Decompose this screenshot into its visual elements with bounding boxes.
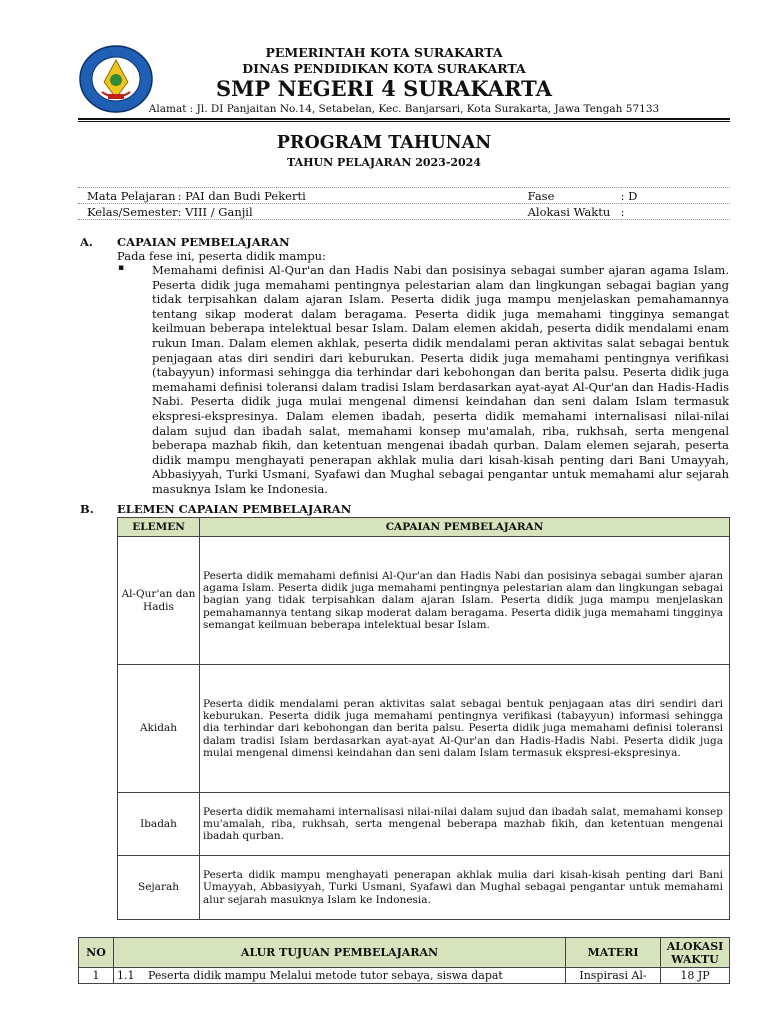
- subject-label: Mata Pelajaran: [78, 188, 178, 204]
- phase-label: Fase: [519, 188, 621, 204]
- school-name: SMP NEGERI 4 SURAKARTA: [216, 76, 552, 101]
- class-value: : VIII / Ganjil: [178, 204, 519, 220]
- section-a-heading: CAPAIAN PEMBELAJARAN: [117, 235, 290, 249]
- header-element: ELEMEN: [118, 518, 200, 537]
- table-header-row: [79, 938, 730, 968]
- table-row: [118, 856, 730, 920]
- row-atp: [114, 968, 566, 984]
- section-a-letter: A.: [80, 235, 93, 249]
- class-label: Kelas/Semester: [78, 204, 178, 220]
- section-b-heading: ELEMEN CAPAIAN PEMBELAJARAN: [117, 502, 352, 516]
- header-alokasi: [661, 938, 730, 968]
- element-capaian: Peserta didik mampu menghayati penerapan akhlak mulia dari kisah-kisah penting dari Bani Umayyah, Abbasiyyah, Turki Usmani, Syafawi dan Mughal sebagai pengantar untuk memahami alur sejarah masuknya Islam ke Indonesia.: [200, 856, 730, 920]
- element-name: Sejarah: [118, 856, 200, 920]
- header-capaian: CAPAIAN PEMBELAJARAN: [200, 518, 730, 537]
- header-materi: MATERI: [566, 938, 661, 968]
- time-allocation-value: :: [621, 204, 730, 220]
- element-capaian: Peserta didik memahami definisi Al-Qur'an dan Hadis Nabi dan posisinya sebagai sumber ajaran agama Islam. Peserta didik juga memahami pentingnya pelestarian alam dan lingkungan sebagai bagian yang tidak terpisahkan dalam ajaran Islam. Peserta didik juga mampu menjelaskan pemahamannya tentang sikap moderat dalam beragama. Peserta didik juga memahami tingginya semangat keilmuan beberapa intelektual besar Islam.: [200, 537, 730, 665]
- row-no: 1: [79, 968, 114, 984]
- subject-value: : PAI dan Budi Pekerti: [178, 188, 519, 204]
- info-row: [78, 204, 730, 220]
- atp-number: 1.1: [117, 969, 135, 982]
- department-line: DINAS PENDIDIKAN KOTA SURAKARTA: [242, 61, 526, 76]
- school-address: Alamat : Jl. DI Panjaitan No.14, Setabelan, Kec. Banjarsari, Kota Surakarta, Jawa Tengah 57133: [148, 103, 660, 115]
- row-materi: Inspirasi Al-: [566, 968, 661, 984]
- element-name: Al-Qur'an dan Hadis: [118, 537, 200, 665]
- section-a-intro: Pada fese ini, peserta didik mampu:: [117, 249, 326, 263]
- table-row: [118, 793, 730, 856]
- header-alokasi-line1: ALOKASI: [666, 939, 724, 953]
- time-allocation-label: Alokasi Waktu: [519, 204, 621, 220]
- header-atp: ALUR TUJUAN PEMBELAJARAN: [114, 938, 566, 968]
- section-b-letter: B.: [80, 502, 94, 516]
- element-capaian: Peserta didik memahami internalisasi nilai-nilai dalam sujud dan ibadah salat, memahami konsep mu'amalah, riba, rukhsah, serta mengenal beberapa mazhab fikih, dan ketentuan mengenai ibadah qurban.: [200, 793, 730, 856]
- element-capaian: Peserta didik mendalami peran aktivitas salat sebagai bentuk penjagaan atas diri sendiri dari keburukan. Peserta didik juga memahami pentingnya verifikasi (tabayyun) informasi sehingga dia terhindar dari kebohongan dan berita palsu. Peserta didik juga memahami definisi toleransi dalam tradisi Islam berdasarkan ayat-ayat Al-Qur'an dan Hadis-Hadis Nabi. Peserta didik juga mulai mengenal dimensi keindahan dan seni dalam Islam termasuk ekspresi-ekspresinya.: [200, 665, 730, 793]
- letterhead-divider: [78, 118, 730, 122]
- info-row: [78, 188, 730, 204]
- document-title: PROGRAM TAHUNAN: [276, 133, 492, 153]
- table-row: [79, 968, 730, 984]
- element-table: [117, 517, 730, 920]
- table-row: [118, 665, 730, 793]
- bullet-icon: ▪: [118, 263, 125, 273]
- row-waktu: 18 JP: [661, 968, 730, 984]
- government-line: PEMERINTAH KOTA SURAKARTA: [265, 45, 503, 60]
- element-name: Ibadah: [118, 793, 200, 856]
- table-row: [118, 537, 730, 665]
- table-header-row: [118, 518, 730, 537]
- subject-info-table: [78, 187, 730, 220]
- header-alokasi-line2: WAKTU: [671, 952, 719, 966]
- element-name: Akidah: [118, 665, 200, 793]
- capaian-paragraph: Memahami definisi Al-Qur'an dan Hadis Nabi dan posisinya sebagai sumber ajaran agama Islam. Peserta didik juga memahami pentingnya pelestarian alam dan lingkungan sebagai bagian yang tidak terpisahkan dalam ajaran Islam. Peserta didik juga mampu menjelaskan pemahamannya tentang sikap moderat dalam beragama. Peserta didik juga memahami tingginya semangat keilmuan beberapa intelektual besar Islam. Dalam elemen akidah, peserta didik mendalami enam rukun Iman. Dalam elemen akhlak, peserta didik mendalami peran aktivitas salat sebagai bentuk penjagaan atas diri sendiri dari keburukan. Peserta didik juga memahami pentingnya verifikasi (tabayyun) informasi sehingga dia terhindar dari kebohongan dan berita palsu. Peserta didik juga memahami definisi toleransi dalam tradisi Islam berdasarkan ayat-ayat Al-Qur'an dan Hadis-Hadis Nabi. Peserta didik juga mulai mengenal dimensi keindahan dan seni dalam Islam termasuk ekspresi-ekspresinya. Dalam elemen ibadah, peserta didik memahami internalisasi nilai-nilai dalam sujud dan ibadah salat, memahami konsep mu'amalah, riba, rukhsah, serta mengenal beberapa mazhab fikih, dan ketentuan mengenai ibadah qurban. Dalam elemen sejarah, peserta didik mampu menghayati penerapan akhlak mulia dari kisah-kisah penting dari Bani Umayyah, Abbasiyyah, Turki Usmani, Syafawi dan Mughal sebagai pengantar untuk memahami alur sejarah masuknya Islam ke Indonesia.: [152, 263, 729, 496]
- atp-table: [78, 937, 730, 984]
- document-subtitle: TAHUN PELAJARAN 2023-2024: [286, 156, 481, 169]
- phase-value: : D: [621, 188, 730, 204]
- letterhead: [0, 40, 768, 120]
- header-no: NO: [79, 938, 114, 968]
- atp-text: Peserta didik mampu Melalui metode tutor sebaya, siswa dapat: [148, 969, 503, 982]
